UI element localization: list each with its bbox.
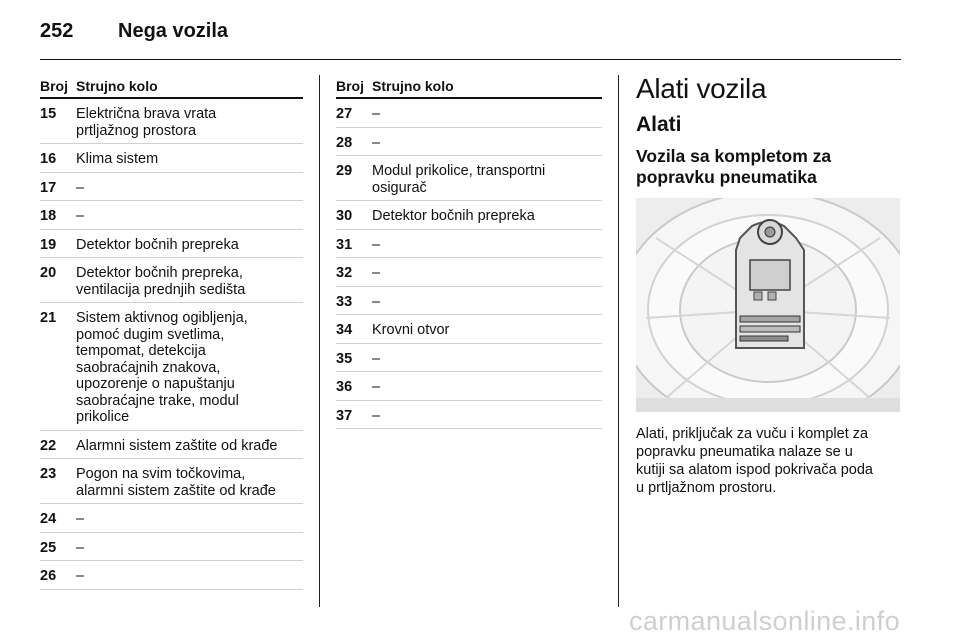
circuit-name: –	[76, 511, 85, 527]
fuse-number: 37	[336, 407, 353, 424]
column-divider	[618, 75, 619, 607]
circuit-name: Detektor bočnih prepreka, ventilacija prednjih sedišta	[76, 265, 246, 298]
page-number: 252	[40, 20, 74, 42]
circuit-name: –	[372, 265, 381, 281]
fuse-number: 27	[336, 106, 353, 122]
fuse-number: 34	[336, 322, 353, 338]
table-row	[40, 258, 303, 303]
fuse-number: 33	[336, 293, 353, 310]
fuse-number: 18	[40, 208, 57, 224]
section-title: Alati vozila	[636, 73, 767, 104]
section-subtitle: Alati	[636, 113, 682, 136]
fuse-number: 28	[336, 134, 353, 151]
table-body	[40, 99, 303, 590]
table-row	[40, 533, 303, 562]
fuse-number: 36	[336, 379, 353, 395]
table-row	[336, 287, 602, 316]
fuse-number: 16	[40, 151, 57, 167]
circuit-name: –	[76, 179, 85, 196]
table-row	[40, 459, 303, 504]
circuit-name: Sistem aktivnog ogibljenja, pomoć dugim svetlima, tempomat, detekcija saobraćajnih znakova, upozorenje o napuštanju saobraćajne trake, modul prikolice	[76, 310, 248, 425]
table-row	[336, 315, 602, 344]
table-row	[336, 372, 602, 401]
circuit-name: Električna brava vrata prtljažnog prostora	[76, 106, 217, 139]
figure-caption: Alati, priključak za vuču i komplet za popravku pneumatika nalaze se u kutiji sa alatom ispod pokrivača poda u prtljažnom prostoru.	[636, 426, 873, 496]
page-title: Nega vozila	[118, 20, 229, 42]
fuse-number: 19	[40, 236, 57, 253]
spare-wheel-well-drawing	[636, 198, 900, 412]
fuse-number: 26	[40, 568, 57, 584]
section-subsubtitle: Vozila sa kompletom za popravku pneumatika	[636, 146, 832, 187]
table-row	[40, 431, 303, 460]
circuit-name: –	[76, 208, 85, 224]
fuse-number: 21	[40, 310, 57, 326]
column-header-circuit: Strujno kolo	[76, 77, 158, 94]
table-header	[336, 74, 602, 99]
table-row	[336, 401, 602, 430]
tools-section	[636, 74, 902, 497]
fuse-number: 35	[336, 350, 353, 367]
table-body	[336, 99, 602, 429]
circuit-name: Detektor bočnih prepreka	[76, 236, 239, 253]
circuit-name: –	[372, 350, 381, 367]
table-row	[40, 561, 303, 590]
table-row	[40, 144, 303, 173]
column-header-circuit: Strujno kolo	[372, 77, 454, 94]
table-row	[40, 303, 303, 431]
tool-box-illustration	[636, 198, 900, 412]
fuse-table-right	[336, 74, 602, 429]
table-row	[336, 344, 602, 373]
table-row	[40, 504, 303, 533]
table-row	[40, 173, 303, 202]
circuit-name: –	[76, 568, 85, 584]
fuse-number: 29	[336, 163, 353, 179]
table-row	[336, 156, 602, 201]
table-row	[336, 99, 602, 128]
column-divider	[319, 75, 320, 607]
table-row	[40, 230, 303, 259]
circuit-name: –	[372, 407, 381, 424]
circuit-name: Pogon na svim točkovima, alarmni sistem zaštite od krađe	[76, 466, 276, 499]
page-header	[40, 20, 228, 43]
table-row	[336, 201, 602, 230]
circuit-name: –	[372, 379, 381, 395]
fuse-number: 32	[336, 265, 353, 281]
circuit-name: Klima sistem	[76, 151, 159, 167]
table-header	[40, 74, 303, 99]
fuse-number: 15	[40, 106, 57, 122]
table-row	[40, 99, 303, 144]
fuse-number: 20	[40, 265, 57, 281]
watermark: carmanualsonline.info	[628, 606, 900, 636]
circuit-name: –	[372, 293, 381, 310]
fuse-number: 23	[40, 466, 57, 482]
column-header-number: Broj	[336, 77, 364, 94]
circuit-name: Modul prikolice, transportni osigurač	[372, 163, 546, 196]
fuse-table-left	[40, 74, 303, 590]
table-row	[40, 201, 303, 230]
circuit-name: –	[372, 134, 381, 151]
fuse-number: 22	[40, 437, 57, 454]
circuit-name: –	[76, 539, 85, 556]
fuse-number: 25	[40, 539, 57, 556]
fuse-number: 30	[336, 208, 353, 224]
table-row	[336, 128, 602, 157]
column-header-number: Broj	[40, 77, 68, 94]
circuit-name: Detektor bočnih prepreka	[372, 208, 535, 224]
circuit-name: –	[372, 106, 381, 122]
fuse-number: 17	[40, 179, 57, 196]
table-row	[336, 258, 602, 287]
fuse-number: 31	[336, 236, 353, 253]
fuse-number: 24	[40, 511, 57, 527]
circuit-name: –	[372, 236, 381, 253]
circuit-name: Krovni otvor	[372, 322, 450, 338]
circuit-name: Alarmni sistem zaštite od krađe	[76, 437, 278, 454]
table-row	[336, 230, 602, 259]
header-rule	[40, 59, 901, 60]
